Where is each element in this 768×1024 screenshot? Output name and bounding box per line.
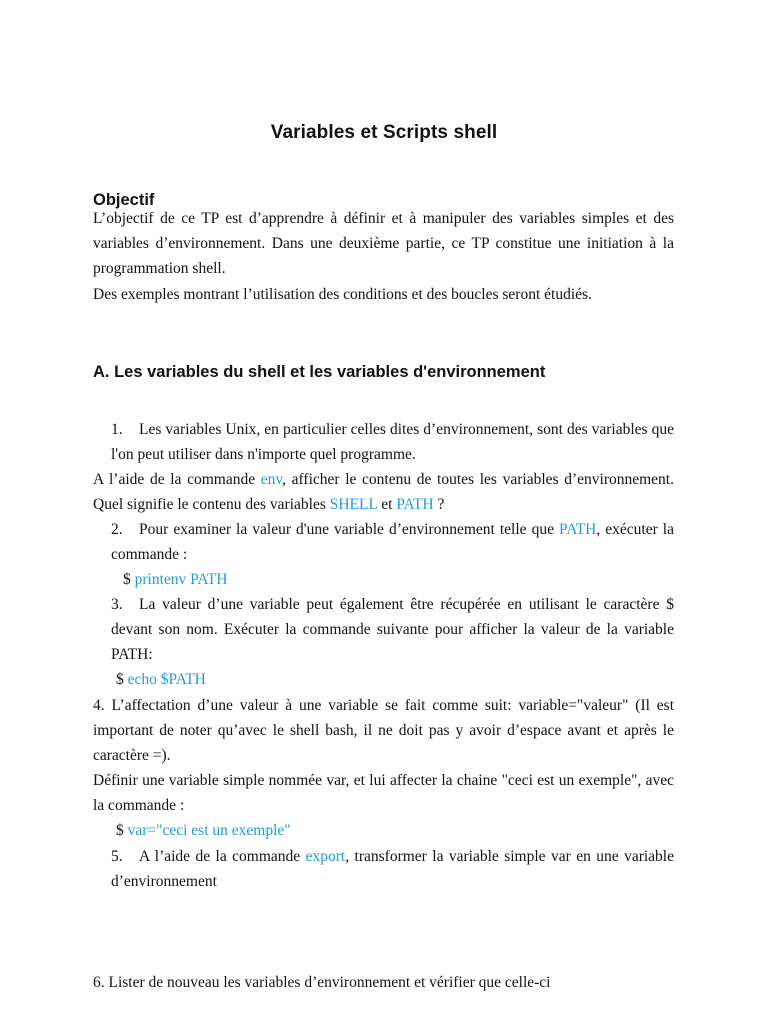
item-4-definition: Définir une variable simple nommée var, et lui affecter la chaine "ceci est un exemple", avec la commande : [93, 772, 674, 814]
item-2-text-1: Pour examiner la valeur d'une variable d’environnement telle que [139, 521, 560, 538]
item-5-text-2: , transformer la variable simple var en une variable d’environnement [111, 848, 674, 890]
command-prompt: $ [116, 671, 128, 688]
shell-keyword: SHELL [329, 496, 378, 513]
item-5-number: 5. [111, 848, 123, 865]
path-keyword: PATH [396, 496, 434, 513]
item-1-number: 1. [111, 421, 123, 438]
command-var [116, 818, 291, 843]
env-text-1: A l’aide de la commande [93, 471, 261, 488]
item-2-text-2: , exécuter la commande : [111, 521, 674, 563]
objectif-paragraph: L’objectif de ce TP est d’apprendre à définir et à manipuler des variables simples et des variables d’environnement. Dans une deuxième partie, ce TP constitue une initiation à la programmation shell. [93, 210, 674, 277]
document-title: Variables et Scripts shell [270, 122, 498, 143]
env-text-3: et [377, 496, 397, 513]
section-a-heading: A. Les variables du shell et les variables d'environnement [93, 363, 546, 381]
item-1-text: Les variables Unix, en particulier celles dites d’environnement, sont des variables que l'on peut utiliser dans n'importe quel programme. [111, 421, 674, 463]
objectif-paragraph-2: Des exemples montrant l’utilisation des conditions et des boucles seront étudiés. [93, 286, 592, 303]
env-paragraph [93, 467, 674, 517]
command-echo [116, 667, 206, 692]
command-printenv [123, 567, 228, 592]
item-2-path-keyword: PATH [559, 521, 597, 538]
export-command: export [305, 848, 346, 865]
item-5-text-1: A l’aide de la commande [139, 848, 306, 865]
item-2-number: 2. [111, 521, 123, 538]
item-2 [111, 517, 674, 567]
command-printenv-text: printenv PATH [134, 571, 228, 588]
command-var-text: var="ceci est un exemple" [127, 822, 291, 839]
command-prompt: $ [123, 571, 135, 588]
item-6: 6. Lister de nouveau les variables d’environnement et vérifier que celle-ci [93, 974, 551, 991]
command-echo-text: echo $PATH [127, 671, 206, 688]
item-5 [111, 844, 674, 894]
item-4: 4. L’affectation d’une valeur à une variable se fait comme suit: variable="valeur" (Il est important de noter qu’avec le shell bash, il ne doit pas y avoir d’espace avant et après le caractère =). [93, 697, 674, 764]
objectif-heading: Objectif [93, 191, 155, 209]
item-3-number: 3. [111, 596, 123, 613]
item-1 [111, 417, 674, 467]
item-3-text: La valeur d’une variable peut également être récupérée en utilisant le caractère $ devant son nom. Exécuter la commande suivante pour afficher la valeur de la variable PATH: [111, 596, 674, 663]
item-3 [111, 592, 674, 667]
command-prompt: $ [116, 822, 128, 839]
env-text-2: , afficher le contenu de toutes les variables d’environnement. Quel signifie le contenu des variables [93, 471, 674, 513]
env-command: env [260, 471, 283, 488]
env-text-4: ? [433, 496, 445, 513]
